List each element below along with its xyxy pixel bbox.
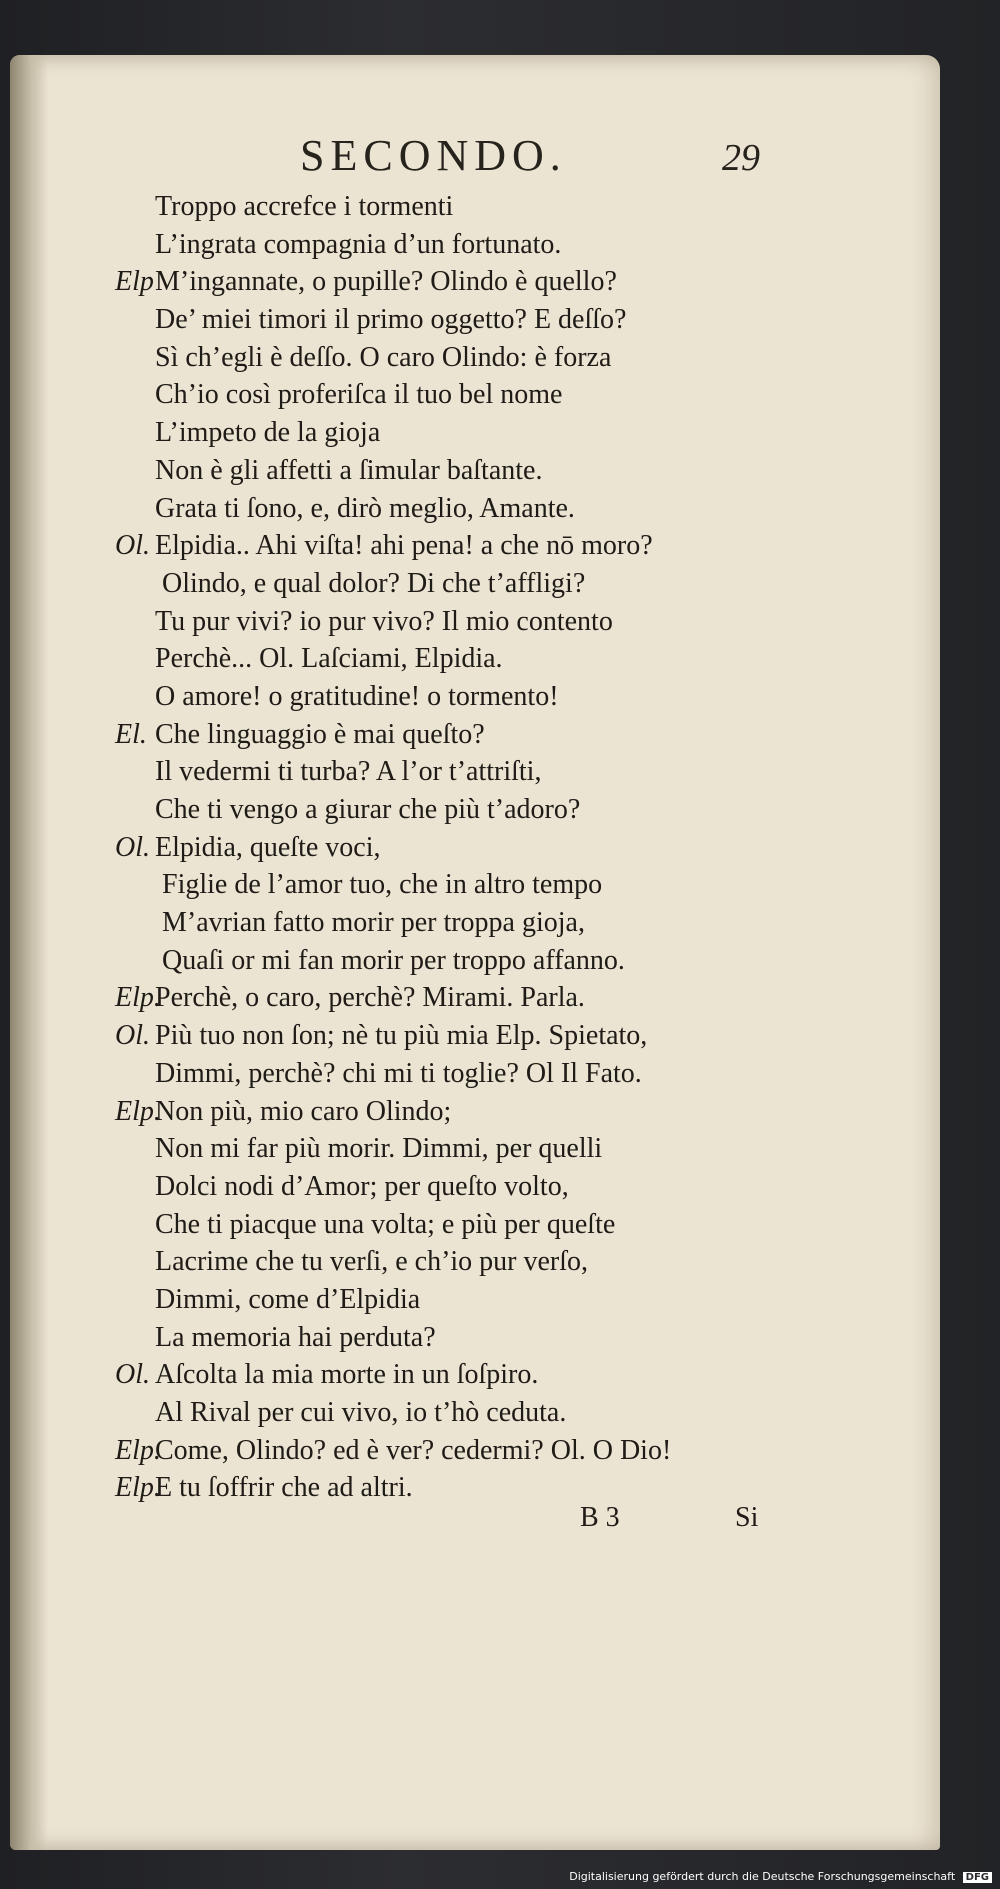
verse-line [115,1319,815,1357]
verse-line [115,339,815,377]
verse-text [115,188,815,1507]
verse-line-text: La memoria hai perduta? [155,1321,436,1353]
verse-line [115,452,815,490]
dfg-logo: DFG [963,1872,992,1883]
verse-line [115,188,815,226]
verse-line [115,640,815,678]
speaker-label: Ol. [115,1359,150,1391]
verse-line [115,527,815,565]
speaker-label: Elp. [115,1095,161,1127]
speaker-label: Ol. [115,1020,150,1052]
speaker-label: El. [115,718,147,750]
verse-line [115,1281,815,1319]
speaker-label: Elp. [115,1472,161,1504]
verse-line [115,1356,815,1394]
verse-line [115,263,815,301]
signature-mark: B 3 [580,1502,620,1533]
verse-line-text: Non è gli affetti a ſimular baſtante. [155,454,543,486]
verse-line-text: Olindo, e qual dolor? Di che t’affligi? [155,567,586,599]
verse-line [115,376,815,414]
verse-line-text: Perchè... Ol. Laſciami, Elpidia. [155,643,503,675]
verse-line [115,1206,815,1244]
verse-line [115,979,815,1017]
verse-line-text: E tu ſoffrir che ad altri. [155,1472,413,1504]
verse-line-text: Non mi far più morir. Dimmi, per quelli [155,1133,603,1165]
speaker-label: Ol. [115,530,150,562]
verse-line-text: Sì ch’egli è deſſo. O caro Olindo: è forza [155,341,612,373]
verse-line-text: Che ti piacque una volta; e più per queſte [155,1208,616,1240]
verse-line-text: Elpidia.. Ahi viſta! ahi pena! a che nō moro? [155,530,653,562]
verse-line [115,753,815,791]
running-head: SECONDO. [300,131,567,180]
catchword: Si [735,1502,759,1533]
verse-line [115,1243,815,1281]
verse-line-text: L’ingrata compagnia d’un fortunato. [155,228,562,260]
verse-line [115,1394,815,1432]
verse-line-text: Elpidia, queſte voci, [155,831,381,863]
verse-line-text: Dolci nodi d’Amor; per queſto volto, [155,1170,569,1202]
verse-line [115,565,815,603]
verse-line-text: Come, Olindo? ed è ver? cedermi? Ol. O Dio! [155,1434,672,1466]
verse-line [115,904,815,942]
verse-line [115,1017,815,1055]
verse-line [115,226,815,264]
page-number: 29 [722,137,760,179]
verse-line-text: Aſcolta la mia morte in un ſoſpiro. [155,1359,539,1391]
page-gutter [10,55,48,1850]
speaker-label: Elp [115,266,154,298]
verse-line-text: Perchè, o caro, perchè? Mirami. Parla. [155,982,585,1014]
verse-line [115,829,815,867]
verse-line [115,1432,815,1470]
verse-line-text: Troppo accrefce i tormenti [155,191,454,222]
verse-line-text: O amore! o gratitudine! o tormento! [155,680,559,712]
verse-line-text: Quaſi or mi fan morir per troppo affanno. [155,944,625,976]
verse-line-text: Dimmi, come d’Elpidia [155,1283,421,1315]
verse-line-text: Dimmi, perchè? chi mi ti toglie? Ol Il Fato. [155,1057,642,1089]
verse-line [115,490,815,528]
verse-line [115,866,815,904]
verse-line-text: Più tuo non ſon; nè tu più mia Elp. Spietato, [155,1020,648,1052]
verse-line [115,301,815,339]
verse-line [115,1130,815,1168]
verse-line-text: Che linguaggio è mai queſto? [155,718,485,750]
speaker-label: Elp. [115,1434,161,1466]
verse-line-text: Lacrime che tu verſi, e ch’io pur verſo, [155,1246,589,1278]
verse-line-text: Figlie de l’amor tuo, che in altro tempo [155,869,603,901]
scan-credit [569,1870,992,1883]
verse-line-text: L’impeto de la gioja [155,417,381,449]
verse-line [115,791,815,829]
page-header [300,130,780,190]
verse-line [115,678,815,716]
speaker-label: Ol. [115,831,150,863]
verse-line [115,1055,815,1093]
verse-line-text: Tu pur vivi? io pur vivo? Il mio contento [155,605,613,637]
verse-line-text: M’ingannate, o pupille? Olindo è quello? [155,266,617,298]
verse-line-text: Non più, mio caro Olindo; [155,1095,452,1127]
verse-line [115,716,815,754]
page-footer [580,1502,780,1542]
scan-credit-text: Digitalisierung gefördert durch die Deutsche Forschungsgemeinschaft [569,1870,956,1883]
verse-line [115,1168,815,1206]
verse-line-text: Ch’io così proferiſca il tuo bel nome [155,379,563,411]
verse-line-text: Al Rival per cui vivo, io t’hò ceduta. [155,1397,567,1428]
verse-line-text: De’ miei timori il primo oggetto? E deſſo? [155,304,627,336]
speaker-label: Elp. [115,982,161,1014]
verse-line [115,942,815,980]
verse-line-text: Che ti vengo a giurar che più t’adoro? [155,794,581,825]
verse-line-text: Il vedermi ti turba? A l’or t’attriſti, [155,756,542,788]
verse-line [115,414,815,452]
verse-line [115,1093,815,1131]
verse-line-text: Grata ti ſono, e, dirò meglio, Amante. [155,492,575,524]
verse-line [115,603,815,641]
verse-line-text: M’avrian fatto morir per troppa gioja, [155,907,585,939]
